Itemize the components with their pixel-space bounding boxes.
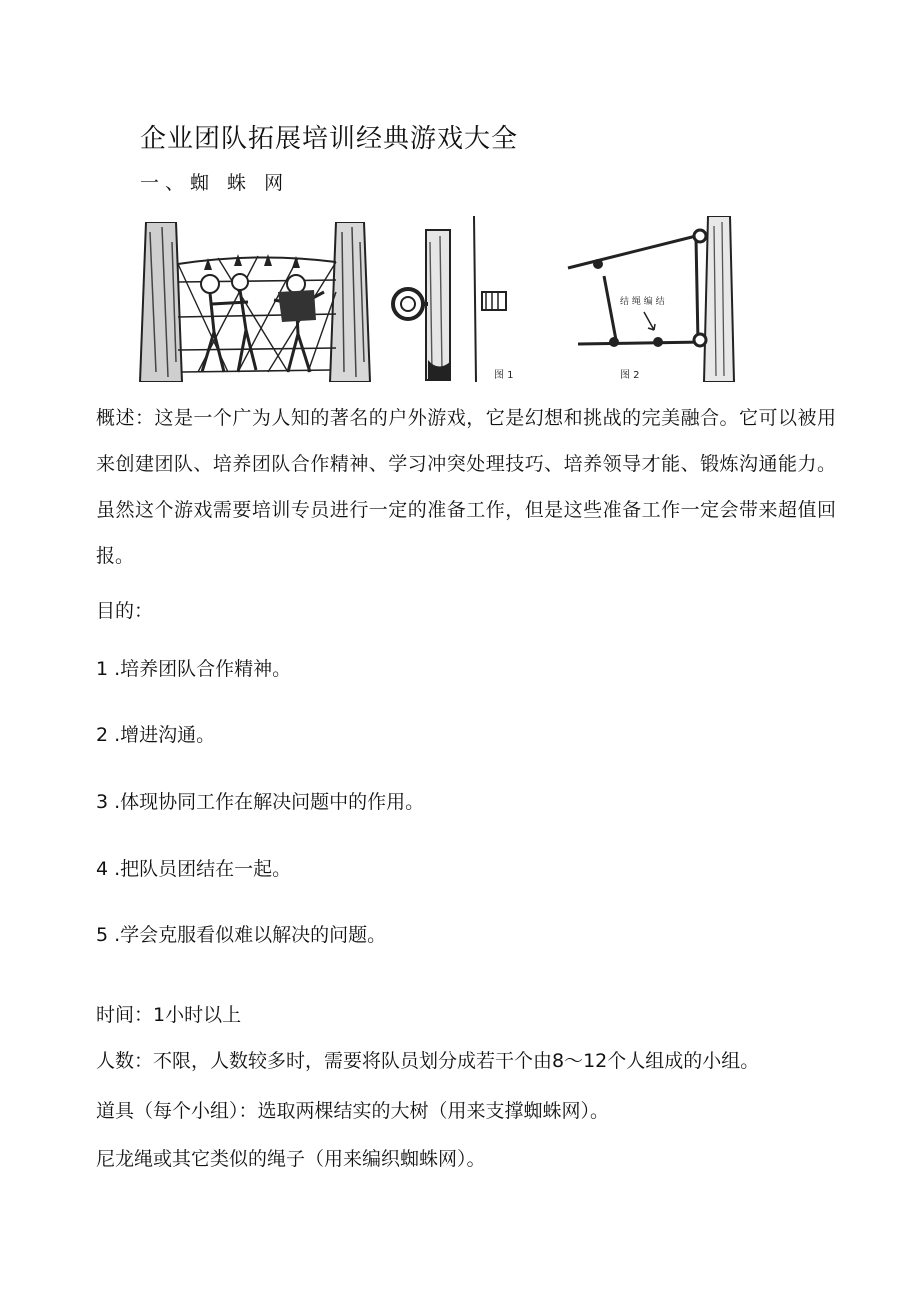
- rope-line: 尼龙绳或其它类似的绳子（用来编织蜘蛛网）。: [96, 1148, 486, 1170]
- overview-paragraph: 概述：这是一个广为人知的著名的户外游戏，它是幻想和挑战的完美融合。它可以被用来创建团队、培养团队合作精神、学习冲突处理技巧、培养领导才能、锻炼沟通能力。虽然这个游戏需要培训专员进行一定的准备工作，但是这些准备工作一定会带来超值回报。: [96, 407, 836, 567]
- props-line: 道具（每个小组）：选取两棵结实的大树（用来支撑蜘蛛网）。: [96, 1100, 610, 1122]
- purpose-item: 1 .培养团队合作精神。: [96, 658, 292, 680]
- purpose-item: 2 .增进沟通。: [96, 724, 216, 746]
- time-line: 时间：1小时以上: [96, 1004, 242, 1026]
- section-heading: 一、蜘 蛛 网: [140, 172, 290, 194]
- purpose-item: 4 .把队员团结在一起。: [96, 858, 292, 880]
- purpose-item: 3 .体现协同工作在解决问题中的作用。: [96, 791, 425, 813]
- document-title: 企业团队拓展培训经典游戏大全: [140, 124, 519, 154]
- purpose-item: 5 .学会克服看似难以解决的问题。: [96, 924, 387, 946]
- figure-2-caption: 图 2: [620, 370, 640, 381]
- knot-note-label: 结 绳 编 结: [620, 297, 665, 307]
- purpose-label: 目的：: [96, 600, 154, 622]
- spider-web-illustration: [138, 222, 452, 382]
- people-line: 人数：不限，人数较多时，需要将队员划分成若干个由8〜12个人组成的小组。: [96, 1050, 760, 1072]
- rope-knot-diagram: [472, 216, 742, 382]
- figure-1-caption: 图 1: [494, 370, 514, 381]
